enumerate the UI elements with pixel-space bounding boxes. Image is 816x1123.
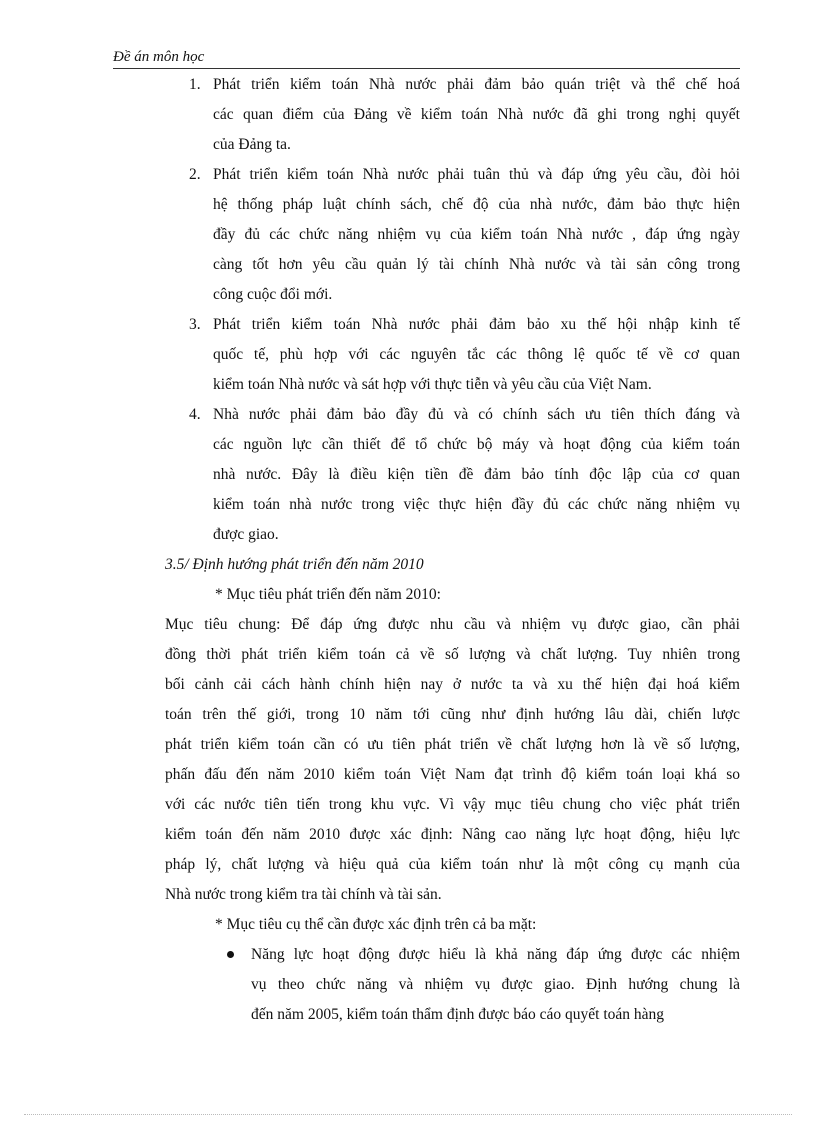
general-goal-paragraph (165, 610, 740, 910)
text-line: các nguồn lực cần thiết để tổ chức bộ máy và hoạt động của kiểm toán (213, 436, 740, 453)
text-line: bối cảnh cải cách hành chính hiện nay ở nước ta và xu thế hiện đại hoá kiểm (165, 676, 740, 693)
text-line: phấn đấu đến năm 2010 kiểm toán Việt Nam đạt trình độ kiểm toán loại khá so (165, 766, 740, 783)
text-line: với các nước tiên tiến trong khu vực. Vì vậy mục tiêu chung cho việc phát triển (165, 796, 740, 813)
text-line: Mục tiêu chung: Để đáp ứng được nhu cầu và nhiệm vụ được giao, cần phải (165, 616, 740, 633)
text-line: Phát triển kiểm toán Nhà nước phải tuân thủ và đáp ứng yêu cầu, đòi hỏi (213, 166, 740, 183)
text-line: pháp lý, chất lượng và hiệu quả của kiểm toán như là một công cụ mạnh của (165, 856, 740, 873)
footer-divider (24, 1114, 792, 1115)
text-line: đồng thời phát triển kiểm toán cả về số lượng và chất lượng. Tuy nhiên trong (165, 646, 740, 663)
bullet-icon (227, 951, 234, 958)
text-line: vụ theo chức năng và nhiệm vụ được giao. Định hướng chung là (251, 976, 740, 993)
text-line: công cuộc đổi mới. (213, 286, 333, 303)
text-line: các quan điểm của Đảng về kiểm toán Nhà nước đã ghi trong nghị quyết (213, 106, 740, 123)
section-heading: 3.5/ Định hướng phát triển đến năm 2010 (165, 556, 424, 573)
text-line: kiểm toán đến năm 2010 được xác định: Nâng cao năng lực hoạt động, hiệu lực (165, 826, 740, 843)
specific-goal-intro: * Mục tiêu cụ thể cần được xác định trên cả ba mặt: (215, 916, 537, 933)
text-line: nhà nước. Đây là điều kiện tiền đề đảm bảo tính độc lập của cơ quan (213, 466, 740, 483)
list-item (165, 310, 740, 400)
principles-list (165, 70, 740, 550)
text-line: đầy đủ các chức năng nhiệm vụ của kiểm toán Nhà nước , đáp ứng ngày (213, 226, 740, 243)
text-line: càng tốt hơn yêu cầu quản lý tài chính Nhà nước và tài sản công trong (213, 256, 740, 273)
document-body (165, 70, 740, 1030)
text-line: Năng lực hoạt động được hiểu là khả năng đáp ứng được các nhiệm (251, 946, 740, 963)
text-line: của Đảng ta. (213, 136, 291, 153)
text-line: Nhà nước phải đảm bảo đầy đủ và có chính sách ưu tiên thích đáng và (213, 406, 740, 423)
list-item (165, 70, 740, 160)
header-title: Đề án môn học (113, 49, 205, 65)
text-line: đến năm 2005, kiểm toán thẩm định được báo cáo quyết toán hàng (251, 1006, 665, 1023)
text-line: kiểm toán Nhà nước và sát hợp với thực tiễn và yêu cầu của Việt Nam. (213, 376, 652, 393)
text-line: được giao. (213, 526, 279, 543)
list-item (165, 160, 740, 310)
goal-intro: * Mục tiêu phát triển đến năm 2010: (215, 586, 441, 603)
text-line: quốc tế, phù hợp với các nguyên tắc các thông lệ quốc tế về cơ quan (213, 346, 740, 363)
text-line: Phát triển kiểm toán Nhà nước phải đảm bảo quán triệt và thể chế hoá (213, 76, 740, 93)
text-line: toán trên thế giới, trong 10 năm tới cũng như định hướng lâu dài, chiến lược (165, 706, 740, 723)
text-line: kiểm toán nhà nước trong việc thực hiện đầy đủ các chức năng nhiệm vụ (213, 496, 740, 513)
list-item-number: 1. (189, 76, 201, 93)
list-item-number: 4. (189, 406, 201, 423)
list-item (165, 400, 740, 550)
text-line: phát triển kiểm toán cần có ưu tiên phát triển về chất lượng hơn là về số lượng, (165, 736, 740, 753)
list-item-number: 2. (189, 166, 201, 183)
text-line: Nhà nước trong kiểm tra tài chính và tài sản. (165, 886, 442, 903)
text-line: hệ thống pháp luật chính sách, chế độ của nhà nước, đảm bảo thực hiện (213, 196, 740, 213)
page-header (113, 48, 740, 69)
text-line: Phát triển kiểm toán Nhà nước phải đảm bảo xu thế hội nhập kinh tế (213, 316, 740, 333)
list-item (165, 940, 740, 1030)
list-item-number: 3. (189, 316, 201, 333)
specific-goals-list (165, 940, 740, 1030)
